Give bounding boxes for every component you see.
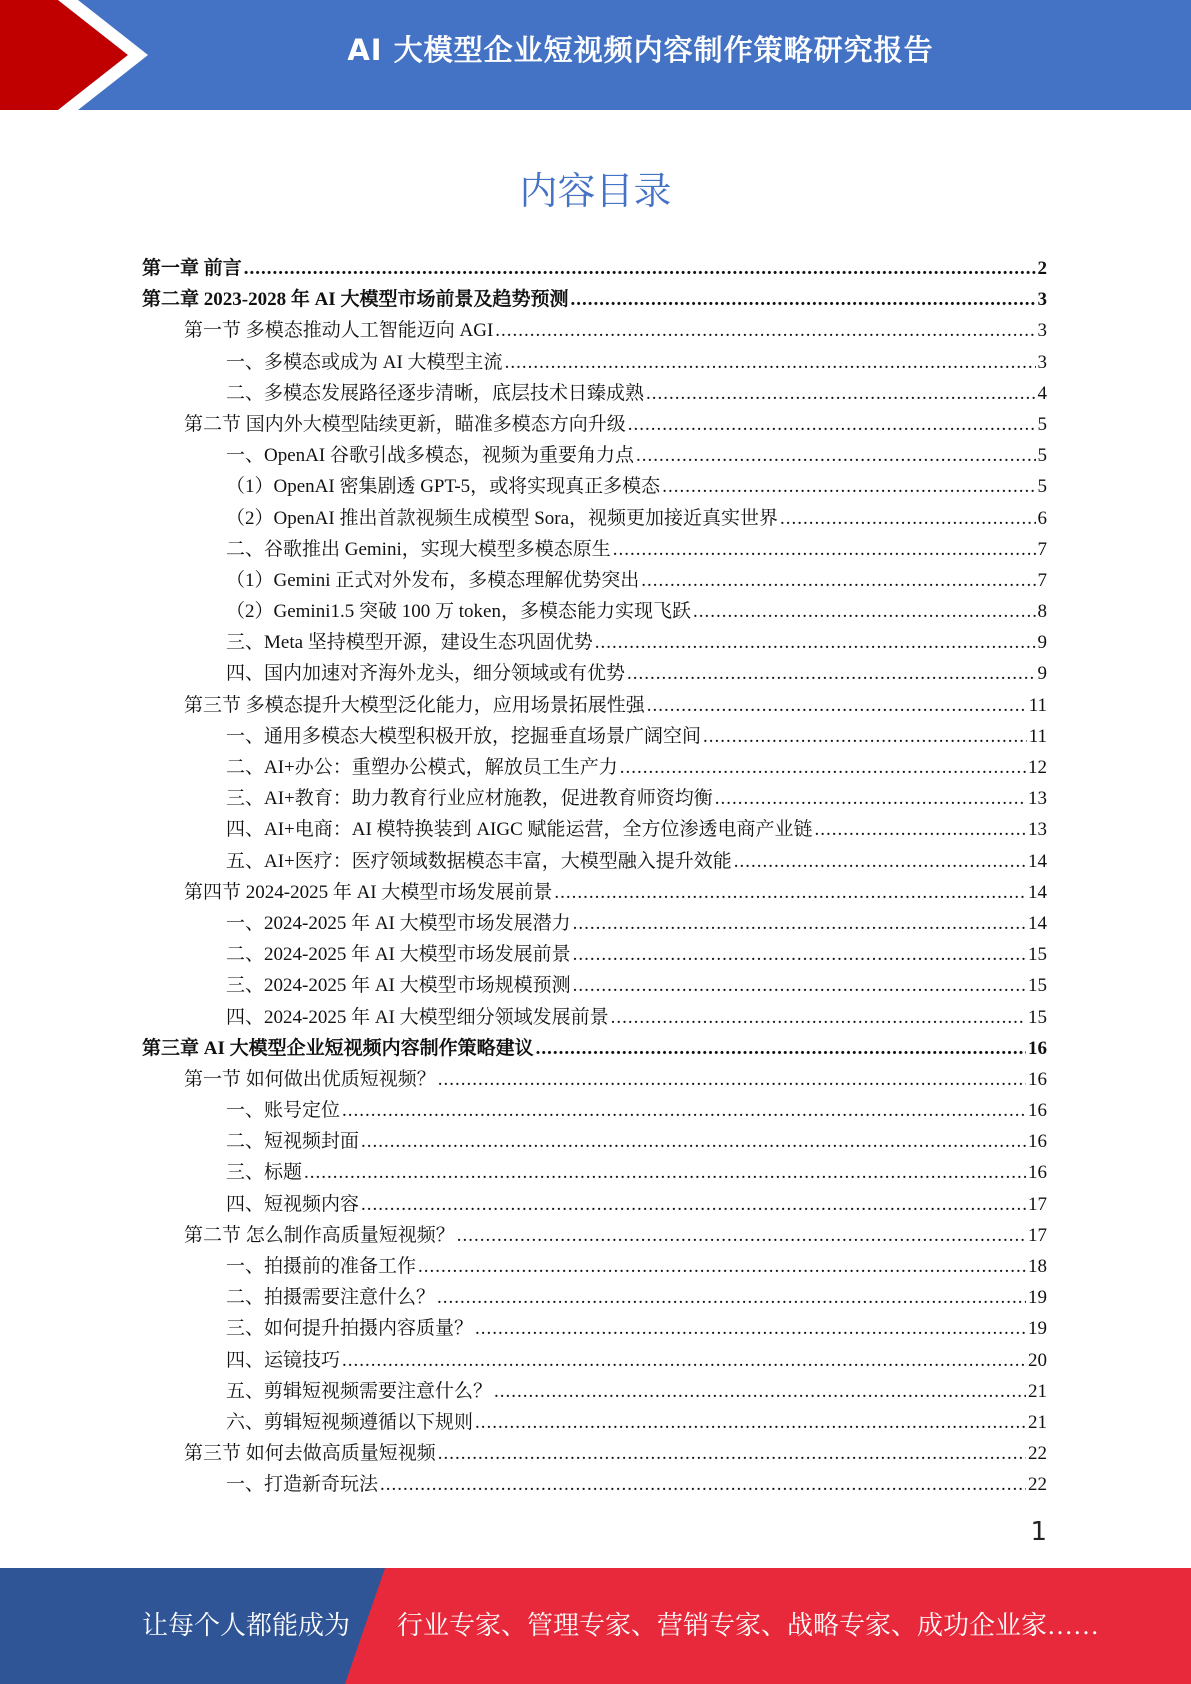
toc-entry[interactable] [142,627,1047,658]
toc-entry[interactable] [142,970,1047,1001]
toc-entry[interactable] [142,1376,1047,1407]
toc-entry-title: 四、运镜技巧 [226,1349,341,1371]
toc-entry-page: 5 [1037,445,1047,467]
toc-entry[interactable] [142,534,1047,565]
toc-entry-title: 一、打造新奇玩法 [226,1474,379,1496]
toc-entry[interactable] [142,1220,1047,1251]
toc-dot-leader [361,1126,1026,1157]
toc-entry-page: 12 [1028,757,1047,778]
toc-dot-leader [536,1033,1026,1064]
toc-entry[interactable] [142,1064,1047,1095]
toc-dot-leader [734,846,1026,877]
toc-entry-page: 13 [1028,819,1047,841]
toc-entry[interactable] [142,1095,1047,1126]
toc-entry-title: （2）Gemini1.5 突破 100 万 token，多模态能力实现飞跃 [226,601,691,623]
toc-entry-page: 9 [1037,663,1047,685]
toc-entry-title: 三、标题 [226,1162,303,1184]
toc-entry-title: 六、剪辑短视频遵循以下规则 [226,1411,474,1433]
toc-entry-page: 20 [1028,1349,1047,1371]
toc-entry[interactable] [142,1002,1047,1033]
toc-entry[interactable] [142,908,1047,939]
toc-entry-title: 一、通用多模态大模型积极开放，挖掘垂直场景广阔空间 [226,725,702,747]
toc-entry-title: 二、短视频封面 [226,1131,360,1153]
toc-entry[interactable] [142,315,1047,346]
toc-entry-page: 21 [1028,1380,1047,1402]
toc-entry-title: 三、Meta 坚持模型开源，建设生态巩固优势 [226,632,593,654]
toc-entry-title: 四、国内加速对齐海外龙头，细分领域或有优势 [226,663,626,685]
report-title: AI 大模型企业短视频内容制作策略研究报告 [347,33,934,67]
toc-entry-page: 6 [1037,507,1047,529]
toc-dot-leader [662,471,1035,502]
toc-entry-page: 15 [1028,1006,1047,1028]
toc-entry-page: 2 [1037,258,1047,279]
toc-entry-page: 22 [1028,1474,1047,1496]
toc-entry-page: 14 [1028,850,1047,872]
toc-entry-page: 15 [1028,975,1047,997]
toc-entry[interactable] [142,721,1047,752]
toc-entry-title: 四、AI+电商：AI 模特换装到 AIGC 赋能运营，全方位渗透电商产业链 [226,819,813,841]
toc-dot-leader [554,877,1026,908]
toc-entry[interactable] [142,347,1047,378]
toc-dot-leader [495,315,1035,346]
toc-entry-title: 二、AI+办公：重塑办公模式，解放员工生产力 [226,757,618,778]
toc-entry-page: 8 [1037,601,1047,623]
toc-entry-title: 四、短视频内容 [226,1193,360,1215]
toc-entry-page: 13 [1028,788,1047,810]
toc-entry-title: 五、剪辑短视频需要注意什么？ [226,1380,493,1402]
toc-entry-title: 第三节 如何去做高质量短视频 [184,1443,436,1465]
toc-dot-leader [361,1189,1026,1220]
toc-entry-title: 二、多模态发展路径逐步清晰，底层技术日臻成熟 [226,382,645,404]
toc-dot-leader [636,440,1036,471]
footer-slogan-left: 让每个人都能成为 [142,1611,351,1640]
toc-entry-title: 第四节 2024-2025 年 AI 大模型市场发展前景 [184,881,553,903]
toc-entry-title: 第三节 多模态提升大模型泛化能力，应用场景拓展性强 [184,694,645,716]
toc-dot-leader [641,565,1035,596]
toc-entry[interactable] [142,378,1047,409]
toc-entry-page: 7 [1037,569,1047,591]
toc-entry[interactable] [142,752,1047,783]
toc-entry-title: 第一节 如何做出优质短视频？ [184,1068,436,1090]
toc-dot-leader [438,1438,1026,1469]
page-number: 1 [1030,1517,1047,1547]
toc-entry-title: 第一章 前言 [142,258,242,279]
toc-entry[interactable] [142,1345,1047,1376]
toc-entry[interactable] [142,565,1047,596]
toc-entry-title: 三、2024-2025 年 AI 大模型市场规模预测 [226,975,571,997]
toc-entry[interactable] [142,783,1047,814]
toc-entry-page: 16 [1028,1131,1047,1153]
toc-entry-page: 22 [1028,1443,1047,1465]
toc-entry-page: 14 [1028,881,1047,903]
toc-entry-title: 一、OpenAI 谷歌引战多模态，视频为重要角力点 [226,445,634,467]
toc-entry[interactable] [142,939,1047,970]
toc-entry-title: 一、拍摄前的准备工作 [226,1256,417,1277]
toc-entry-page: 17 [1028,1193,1047,1215]
toc-dot-leader [595,627,1036,658]
toc-dot-leader [457,1220,1026,1251]
toc-entry[interactable] [142,1157,1047,1188]
toc-entry-title: 第二节 怎么制作高质量短视频？ [184,1224,455,1246]
toc-heading: 内容目录 [519,169,672,213]
toc-dot-leader [573,970,1026,1001]
toc-dot-leader [647,690,1027,721]
toc-dot-leader [438,1064,1026,1095]
toc-entry[interactable] [142,690,1047,721]
toc-dot-leader [505,347,1036,378]
toc-entry[interactable] [142,1126,1047,1157]
toc-dot-leader [573,939,1026,970]
toc-dot-leader [570,284,1035,315]
toc-dot-leader [613,534,1036,565]
toc-entry-title: 二、谷歌推出 Gemini，实现大模型多模态原生 [226,538,611,560]
toc-entry-title: 第一节 多模态推动人工智能迈向 AGI [184,320,494,342]
toc-dot-leader [418,1251,1026,1282]
toc-entry[interactable] [142,1407,1047,1438]
toc-dot-leader [342,1345,1026,1376]
toc-entry-title: 二、2024-2025 年 AI 大模型市场发展前景 [226,944,571,966]
toc-entry-title: 二、拍摄需要注意什么？ [226,1287,436,1309]
toc-dot-leader [304,1157,1026,1188]
footer-slogan-right: 行业专家、管理专家、营销专家、战略专家、成功企业家…… [397,1611,1100,1640]
toc-entry-title: 第三章 AI 大模型企业短视频内容制作策略建议 [142,1037,534,1059]
toc-entry[interactable] [142,284,1047,315]
toc-dot-leader [815,814,1026,845]
toc-entry[interactable] [142,503,1047,534]
toc-dot-leader [715,783,1026,814]
toc-entry-title: 四、2024-2025 年 AI 大模型细分领域发展前景 [226,1006,609,1028]
toc-entry[interactable] [142,1313,1047,1344]
toc-dot-leader [780,503,1035,534]
toc-entry-page: 16 [1028,1068,1047,1090]
toc-entry[interactable] [142,409,1047,440]
toc-entry-page: 14 [1028,912,1047,934]
toc-dot-leader [475,1313,1026,1344]
toc-entry-title: 三、如何提升拍摄内容质量？ [226,1318,474,1340]
toc-entry[interactable] [142,253,1047,284]
toc-entry-page: 18 [1028,1256,1047,1277]
toc-entry-title: 一、账号定位 [226,1100,341,1122]
toc-entry[interactable] [142,1189,1047,1220]
toc-entry-title: （2）OpenAI 推出首款视频生成模型 Sora，视频更加接近真实世界 [226,507,779,529]
toc-dot-leader [475,1407,1026,1438]
toc-dot-leader [244,253,1036,284]
toc-dot-leader [620,752,1026,783]
toc-entry-page: 15 [1028,944,1047,966]
toc-entry[interactable] [142,814,1047,845]
toc-dot-leader [380,1469,1026,1500]
toc-dot-leader [703,721,1027,752]
page-header [0,0,1191,110]
toc-entry-page: 19 [1028,1318,1047,1340]
page-footer [0,1568,1191,1684]
toc-dot-leader [611,1002,1026,1033]
toc-entry-page: 19 [1028,1287,1047,1309]
toc-entry[interactable] [142,1282,1047,1313]
toc-entry-title: （1）OpenAI 密集剧透 GPT-5，或将实现真正多模态 [226,476,661,498]
toc-entry-title: 三、AI+教育：助力教育行业应材施教，促进教育师资均衡 [226,788,713,810]
toc-entry-title: 第二节 国内外大模型陆续更新，瞄准多模态方向升级 [184,413,626,435]
toc-entry-title: （1）Gemini 正式对外发布，多模态理解优势突出 [226,569,640,591]
toc-entry-page: 3 [1037,320,1047,342]
toc-entry[interactable] [142,596,1047,627]
toc-dot-leader [646,378,1035,409]
toc-entry-title: 第二章 2023-2028 年 AI 大模型市场前景及趋势预测 [142,289,569,311]
toc-entry[interactable] [142,846,1047,877]
toc-entry-page: 4 [1037,382,1047,404]
toc-dot-leader [627,658,1035,689]
toc-dot-leader [342,1095,1026,1126]
toc-dot-leader [573,908,1026,939]
toc-entry-page: 9 [1037,632,1047,654]
table-of-contents [142,253,1047,1501]
toc-entry[interactable] [142,877,1047,908]
toc-entry-page: 7 [1037,538,1047,560]
toc-entry-page: 16 [1028,1037,1047,1059]
toc-entry-page: 16 [1028,1162,1047,1184]
toc-entry-page: 3 [1037,289,1047,311]
toc-entry-page: 5 [1037,413,1047,435]
toc-entry-page: 5 [1037,476,1047,498]
toc-dot-leader [628,409,1036,440]
toc-entry[interactable] [142,440,1047,471]
toc-entry-page: 3 [1037,351,1047,373]
toc-entry-title: 一、多模态或成为 AI 大模型主流 [226,351,503,373]
toc-entry-title: 五、AI+医疗：医疗领域数据模态丰富，大模型融入提升效能 [226,850,732,872]
toc-entry-page: 11 [1028,694,1047,716]
toc-entry-page: 17 [1028,1224,1047,1246]
toc-entry-page: 21 [1028,1411,1047,1433]
toc-entry[interactable] [142,1469,1047,1500]
toc-entry[interactable] [142,471,1047,502]
toc-entry-title: 一、2024-2025 年 AI 大模型市场发展潜力 [226,912,571,934]
toc-entry[interactable] [142,1251,1047,1282]
toc-dot-leader [693,596,1036,627]
toc-dot-leader [494,1376,1026,1407]
toc-entry-page: 16 [1028,1100,1047,1122]
toc-entry-page: 11 [1028,725,1047,747]
toc-dot-leader [437,1282,1026,1313]
toc-entry[interactable] [142,1438,1047,1469]
toc-entry[interactable] [142,658,1047,689]
toc-entry[interactable] [142,1033,1047,1064]
